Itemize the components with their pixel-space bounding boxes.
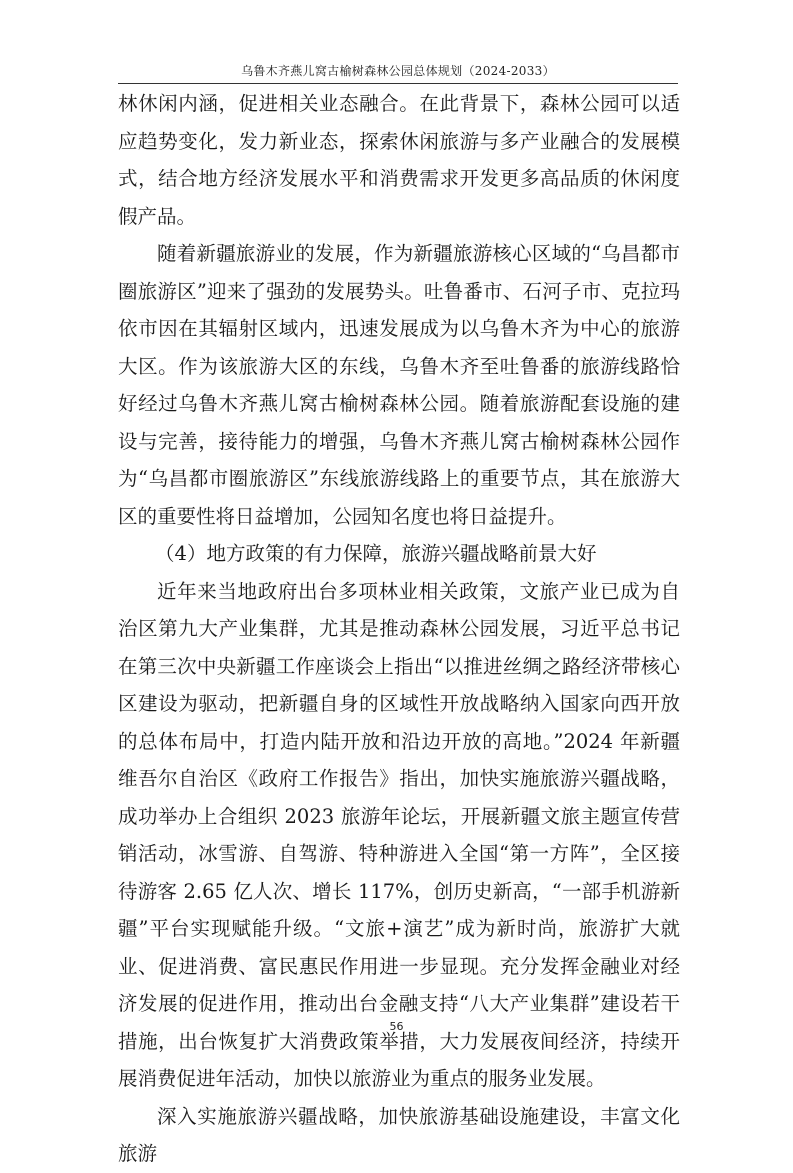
page-number: 56 [389,1020,404,1033]
paragraph: 近年来当地政府出台多项林业相关政策，文旅产业已成为自治区第九大产业集群，尤其是推动森林公园发展，习近平总书记在第三次中央新疆工作座谈会上指出“以推进丝绸之路经济带核心区建设为驱动，把新疆自身的区域性开放战略纳入国家向西开放的总体布局中，打造内陆开放和沿边开放的高地。”2024 年新疆维吾尔自治区《政府工作报告》指出，加快实施旅游兴疆战略，成功举办上合组织 2023 旅游年论坛，开展新疆文旅主题宣传营销活动，冰雪游、自驾游、特种游进入全国“第一方阵”，全区接待游客 2.65 亿人次、增长 117%，创历史新高，“一部手机游新疆”平台实现赋能升级。“文旅+演艺”成为新时尚，旅游扩大就业、促进消费、富民惠民作用进一步显现。充分发挥金融业对经济发展的促进作用，推动出台金融支持“八大产业集群”建设若干措施，出台恢复扩大消费政策举措，大力发展夜间经济，持续开展消费促进年活动，加快以旅游业为重点的服务业发展。 [118,579,680,1090]
header-divider [118,83,678,84]
body-text [118,85,680,1173]
running-header: 乌鲁木齐燕儿窝古榆树森林公园总体规划（2024-2033） [241,64,555,78]
paragraph: 深入实施旅游兴疆战略，加快旅游基础设施建设，丰富文化旅游 [118,1104,680,1165]
paragraph: 林休闲内涵，促进相关业态融合。在此背景下，森林公园可以适应趋势变化，发力新业态，探索休闲旅游与多产业融合的发展模式，结合地方经济发展水平和消费需求开发更多高品质的休闲度假产品。 [118,92,680,228]
section-subheading: （4）地方政策的有力保障，旅游兴疆战略前景大好 [155,542,597,565]
paragraph: 随着新疆旅游业的发展，作为新疆旅游核心区域的“乌昌都市圈旅游区”迎来了强劲的发展势头。吐鲁番市、石河子市、克拉玛依市因在其辐射区域内，迅速发展成为以乌鲁木齐为中心的旅游大区。作为该旅游大区的东线，乌鲁木齐至吐鲁番的旅游线路恰好经过乌鲁木齐燕儿窝古榆树森林公园。随着旅游配套设施的建设与完善，接待能力的增强，乌鲁木齐燕儿窝古榆树森林公园作为“乌昌都市圈旅游区”东线旅游线路上的重要节点，其在旅游大区的重要性将日益增加，公园知名度也将日益提升。 [118,242,680,528]
